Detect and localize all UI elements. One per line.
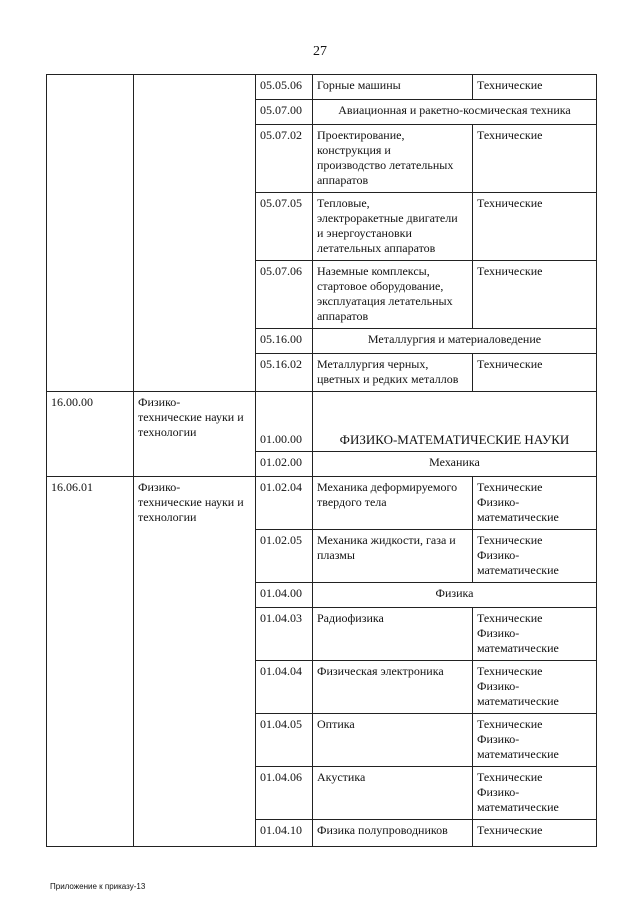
- category-line: Физико-: [477, 548, 520, 562]
- science-category: Технические: [473, 820, 597, 847]
- direction-code: 16.00.00: [47, 392, 134, 477]
- name-line: технические науки и: [138, 495, 244, 509]
- specialty-name: Оптика: [313, 714, 473, 767]
- specialty-code: 01.04.05: [256, 714, 313, 767]
- category-line: Технические: [477, 611, 543, 625]
- name-line: Наземные комплексы,: [317, 264, 430, 278]
- specialty-name: Акустика: [313, 767, 473, 820]
- category-line: математические: [477, 510, 559, 524]
- name-line: цветных и редких металлов: [317, 372, 459, 386]
- science-category: [473, 661, 597, 714]
- name-line: технологии: [138, 425, 197, 439]
- science-category: [473, 477, 597, 530]
- science-category: Технические: [473, 125, 597, 193]
- category-line: математические: [477, 641, 559, 655]
- section-title: Механика: [313, 452, 597, 477]
- science-category: Технические: [473, 261, 597, 329]
- specialty-code: 01.04.10: [256, 820, 313, 847]
- section-code: 01.02.00: [256, 452, 313, 477]
- science-category: [473, 767, 597, 820]
- specialty-code: 05.07.05: [256, 193, 313, 261]
- section-title: Металлургия и материаловедение: [313, 329, 597, 354]
- specialty-name: [313, 193, 473, 261]
- name-line: плазмы: [317, 548, 355, 562]
- name-line: эксплуатация летательных: [317, 294, 453, 308]
- category-line: математические: [477, 563, 559, 577]
- specialty-name: [313, 354, 473, 392]
- category-line: Физико-: [477, 732, 520, 746]
- specialty-code: 05.07.02: [256, 125, 313, 193]
- direction-code: 16.06.01: [47, 477, 134, 847]
- science-category: [473, 608, 597, 661]
- category-line: Технические: [477, 533, 543, 547]
- category-line: Технические: [477, 770, 543, 784]
- specialty-code: 01.02.05: [256, 530, 313, 583]
- category-line: Технические: [477, 717, 543, 731]
- direction-name: [134, 477, 256, 847]
- section-title: Авиационная и ракетно-космическая техника: [313, 100, 597, 125]
- category-line: Физико-: [477, 679, 520, 693]
- section-title: ФИЗИКО-МАТЕМАТИЧЕСКИЕ НАУКИ: [313, 392, 597, 452]
- science-category: Технические: [473, 75, 597, 100]
- category-line: математические: [477, 800, 559, 814]
- category-line: математические: [477, 747, 559, 761]
- name-line: конструкция и: [317, 143, 391, 157]
- section-code: 05.07.00: [256, 100, 313, 125]
- section-code: 01.04.00: [256, 583, 313, 608]
- name-line: технологии: [138, 510, 197, 524]
- section-code: 05.16.00: [256, 329, 313, 354]
- specialty-name: Радиофизика: [313, 608, 473, 661]
- name-line: Механика жидкости, газа и: [317, 533, 456, 547]
- name-line: технические науки и: [138, 410, 244, 424]
- footer-note: Приложение к приказу-13: [50, 882, 146, 891]
- left-code-cell-empty: [47, 75, 134, 392]
- science-category: Технические: [473, 354, 597, 392]
- specialty-name: [313, 125, 473, 193]
- name-line: Тепловые,: [317, 196, 370, 210]
- science-category: Технические: [473, 193, 597, 261]
- specialty-name: Физика полупроводников: [313, 820, 473, 847]
- table-row: [47, 392, 597, 452]
- name-line: стартовое оборудование,: [317, 279, 444, 293]
- name-line: Механика деформируемого: [317, 480, 458, 494]
- science-category: [473, 714, 597, 767]
- specialty-name: [313, 477, 473, 530]
- specialty-code: 01.04.04: [256, 661, 313, 714]
- specialties-table: [46, 74, 597, 847]
- specialty-name: Горные машины: [313, 75, 473, 100]
- left-name-cell-empty: [134, 75, 256, 392]
- category-line: Технические: [477, 480, 543, 494]
- science-category: [473, 530, 597, 583]
- specialty-name: Физическая электроника: [313, 661, 473, 714]
- name-line: Физико-: [138, 480, 181, 494]
- specialty-code: 05.05.06: [256, 75, 313, 100]
- specialty-code: 01.02.04: [256, 477, 313, 530]
- name-line: аппаратов: [317, 173, 369, 187]
- category-line: Физико-: [477, 626, 520, 640]
- name-line: производство летательных: [317, 158, 454, 172]
- name-line: Металлургия черных,: [317, 357, 429, 371]
- specialty-code: 01.04.06: [256, 767, 313, 820]
- table-row: [47, 477, 597, 530]
- section-code: 01.00.00: [256, 392, 313, 452]
- page-number: 27: [313, 44, 327, 59]
- name-line: Проектирование,: [317, 128, 405, 142]
- name-line: аппаратов: [317, 309, 369, 323]
- specialty-code: 01.04.03: [256, 608, 313, 661]
- specialty-code: 05.16.02: [256, 354, 313, 392]
- category-line: Технические: [477, 664, 543, 678]
- name-line: и энергоустановки: [317, 226, 412, 240]
- direction-name: [134, 392, 256, 477]
- specialty-name: [313, 261, 473, 329]
- category-line: Физико-: [477, 785, 520, 799]
- category-line: Физико-: [477, 495, 520, 509]
- table-row: [47, 75, 597, 100]
- section-title: Физика: [313, 583, 597, 608]
- specialty-name: [313, 530, 473, 583]
- name-line: электроракетные двигатели: [317, 211, 458, 225]
- name-line: летательных аппаратов: [317, 241, 436, 255]
- name-line: Физико-: [138, 395, 181, 409]
- specialty-code: 05.07.06: [256, 261, 313, 329]
- category-line: математические: [477, 694, 559, 708]
- name-line: твердого тела: [317, 495, 387, 509]
